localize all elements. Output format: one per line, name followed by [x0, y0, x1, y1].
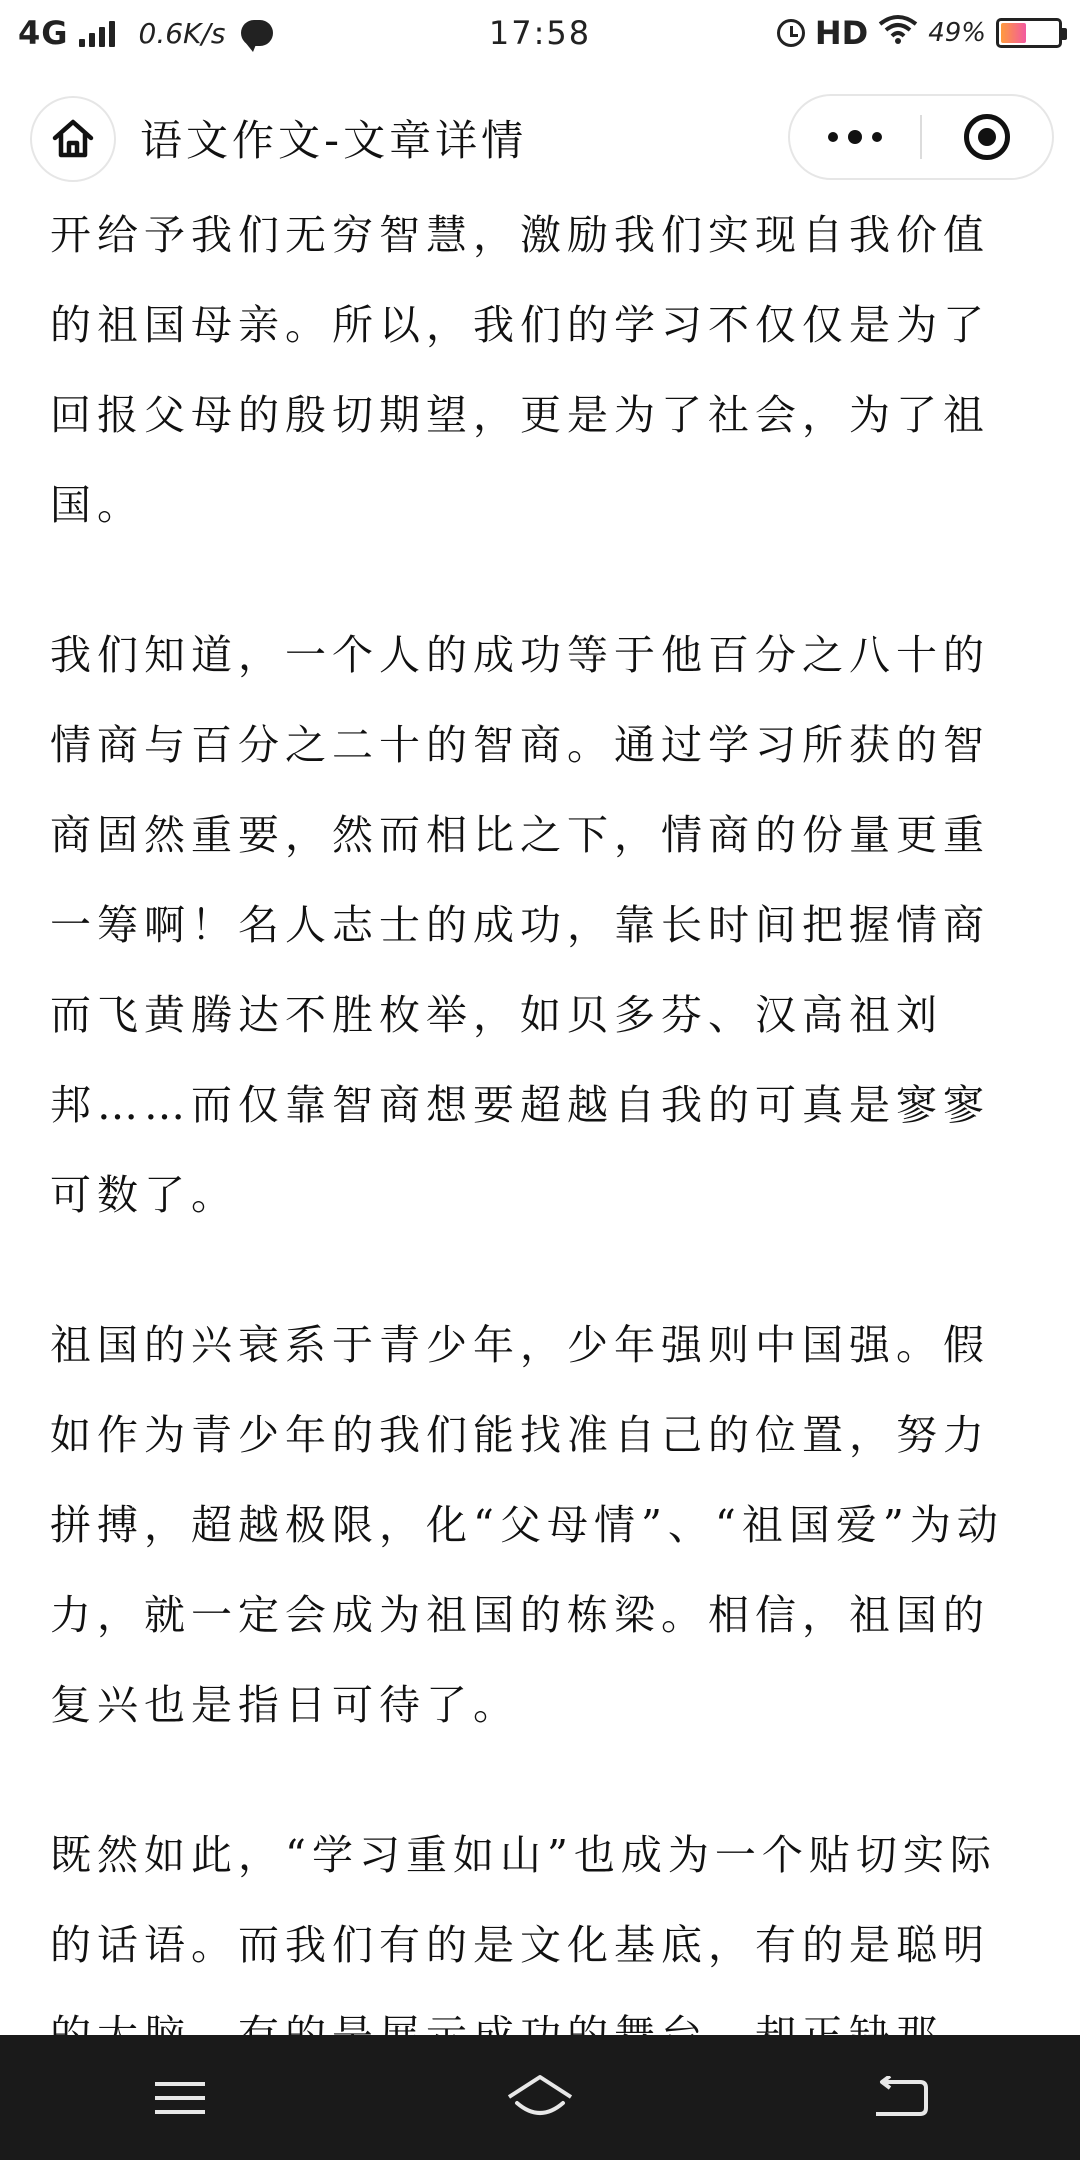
article-paragraph: 既然如此，“学习重如山”也成为一个贴切实际的话语。而我们有的是文化基底，有的是聪明	[50, 1831, 997, 1969]
status-right	[777, 14, 1062, 52]
close-mini-program-button[interactable]	[922, 96, 1052, 178]
status-time: 17:58	[488, 14, 592, 52]
back-icon	[870, 2076, 930, 2120]
article-content	[50, 190, 1030, 2140]
capsule-menu	[788, 94, 1054, 180]
article-paragraph: 祖国的兴衰系于青少年，少年强则中国强。假如作为青少年的我们能找准自己的位置，努力拼搏，超越极限，化“父母情”、“祖国爱”为动力，就一定会成为祖国的栋梁。相信，祖国的复兴也是指日可待了。	[50, 1321, 1004, 1729]
more-dots-icon	[848, 130, 862, 144]
article-paragraph: 开给予我们无穷智慧，激励我们实现自我价值的祖国母亲。所以，我们的学习不仅仅是为了回报父母的殷切期望，更是为了社会，为了祖国。	[50, 211, 990, 529]
mini-program-title-bar	[0, 90, 1080, 186]
system-navigation-bar	[0, 2035, 1080, 2160]
home-button[interactable]	[30, 96, 116, 182]
more-dots-icon	[828, 132, 838, 142]
close-target-icon	[964, 114, 1010, 160]
article-paragraph: 我们知道，一个人的成功等于他百分之八十的情商与百分之二十的智商。通过学习所获的智商固然重要，然而相比之下，情商的份量更重一筹啊！名人志士的成功，靠长时间把握情商而飞黄腾达不胜枚举，如贝多芬、汉高祖刘邦……而仅靠智商想要超越自我的可真是寥寥可数了。	[50, 631, 990, 1219]
back-nav-button[interactable]	[840, 2058, 960, 2138]
more-menu-button[interactable]	[790, 96, 920, 178]
more-dots-icon	[872, 132, 882, 142]
home-icon	[51, 117, 95, 161]
battery-percent: 49%	[928, 18, 986, 48]
battery-fill	[1001, 23, 1026, 43]
network-type: 4G	[18, 14, 69, 52]
status-bar	[0, 0, 1080, 70]
menu-icon	[153, 2078, 207, 2118]
hd-indicator: HD	[814, 14, 869, 52]
page-title: 语文作文-文章详情	[140, 116, 528, 165]
alarm-icon	[777, 19, 805, 47]
battery-icon	[996, 18, 1062, 48]
network-speed: 0.6K/s	[138, 16, 226, 50]
home-nav-button[interactable]	[480, 2058, 600, 2138]
home-icon	[505, 2073, 575, 2123]
recent-apps-button[interactable]	[120, 2058, 240, 2138]
wifi-icon	[878, 14, 918, 52]
